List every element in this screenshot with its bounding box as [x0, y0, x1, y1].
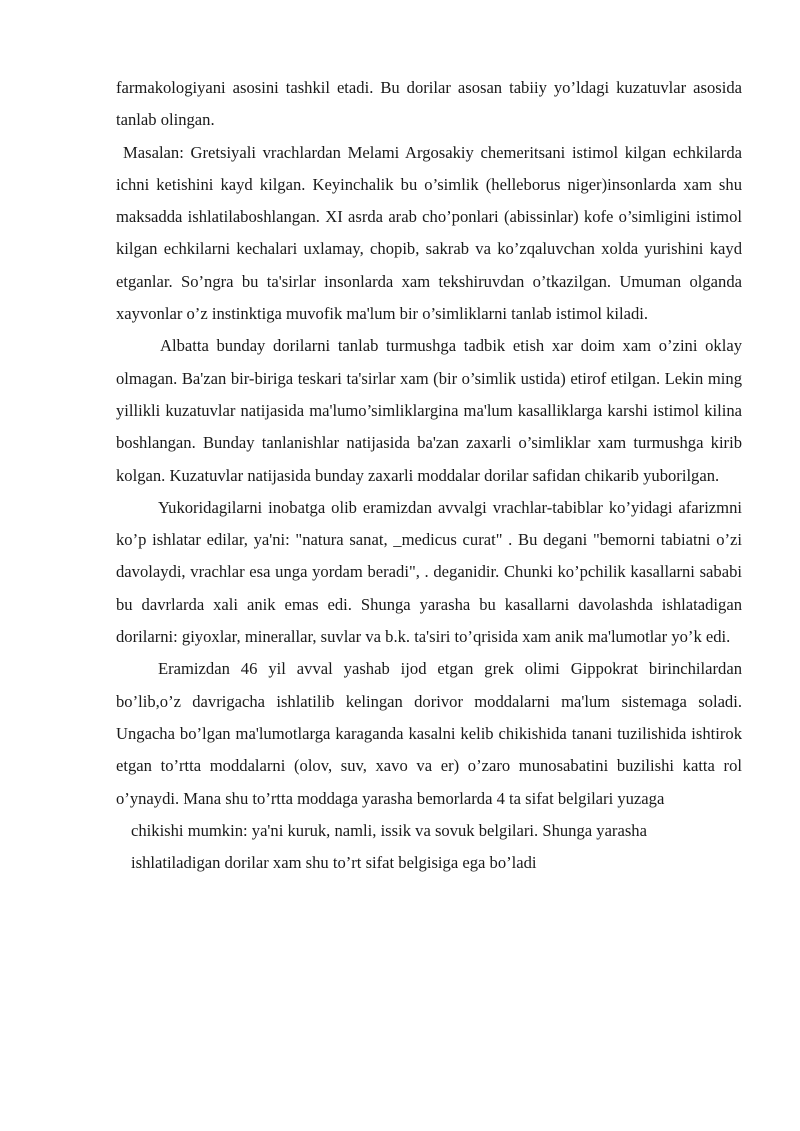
paragraph-3: Albatta bunday dorilarni tanlab turmushga tadbik etish xar doim xam o’zini oklay olmagan. Ba'zan bir-biriga teskari ta'sirlar xam (bir o’simlik ustida) etirof etilgan. Lekin ming yillikli kuzatuvlar natijasida ma'lumo’simliklargina ma'lum kasalliklarga karshi istimol kilina boshlangan. Bunday tanlanishlar natijasida ba'zan zaxarli o’simliklar xam turmushga kirib kolgan. Kuzatuvlar natijasida bunday zaxarli moddalar dorilar safidan chikarib yuborilgan. — [116, 336, 742, 485]
paragraph-5: Eramizdan 46 yil avval yashab ijod etgan grek olimi Gippokrat birinchilardan bo’lib,o’z davrigacha ishlatilib kelingan dorivor moddalarni ma'lum sistemaga soladi. Ungacha bo’lgan ma'lumotlarga karaganda kasalni kelib chikishida tanani tuzilishida ishtirok etgan to’rtta moddalarni (olov, suv, xavo va er) o’zaro munosabatini buzilishi katta rol o’ynaydi. Mana shu to’rtta moddaga yarasha bemorlarda 4 ta sifat belgilari yuzaga — [116, 659, 742, 808]
document-body — [116, 72, 742, 879]
paragraph-4: Yukoridagilarni inobatga olib eramizdan avvalgi vrachlar-tabiblar ko’yidagi afarizmni ko’p ishlatar edilar, ya'ni: "natura sanat, _medicus curat" . Bu degani "bemorni tabiatni o’zi davolaydi, vrachlar esa unga yordam beradi", . deganidir. Chunki ko’pchilik kasallarni sababi bu davrlarda xali anik emas edi. Shunga yarasha bu kasallarni davolashda ishlatadigan dorilarni: giyoxlar, minerallar, suvlar va b.k. ta'siri to’qrisida xam anik ma'lumotlar yo’k edi. — [116, 497, 742, 647]
paragraph-7: ishlatiladigan dorilar xam shu to’rt sifat belgisiga ega bo’ladi — [131, 853, 537, 873]
paragraph-1: farmakologiyani asosini tashkil etadi. Bu dorilar asosan tabiiy yo’ldagi kuzatuvlar asosida tanlab olingan. — [116, 78, 742, 130]
paragraph-2: Masalan: Gretsiyali vrachlardan Melami Argosakiy chemeritsani istimol kilgan echkilarda ichni ketishini kayd kilgan. Keyinchalik bu o’simlik (helleborus niger)insonlarda xam shu maksadda ishlatilaboshlangan. XI asrda arab cho’ponlari (abissinlar) kofe o’simligini istimol kilgan echkilarni kechalari uxlamay, chopib, sakrab va ko’zqaluvchan xolda yurishini kayd etganlar. So’ngra bu ta'sirlar insonlarda xam tekshiruvdan o’tkazilgan. Umuman olganda xayvonlar o’z instinktiga muvofik ma'lum bir o’simliklarni tanlab istimol kiladi. — [116, 142, 742, 324]
paragraph-6: chikishi mumkin: ya'ni kuruk, namli, issik va sovuk belgilari. Shunga yarasha — [131, 820, 647, 840]
